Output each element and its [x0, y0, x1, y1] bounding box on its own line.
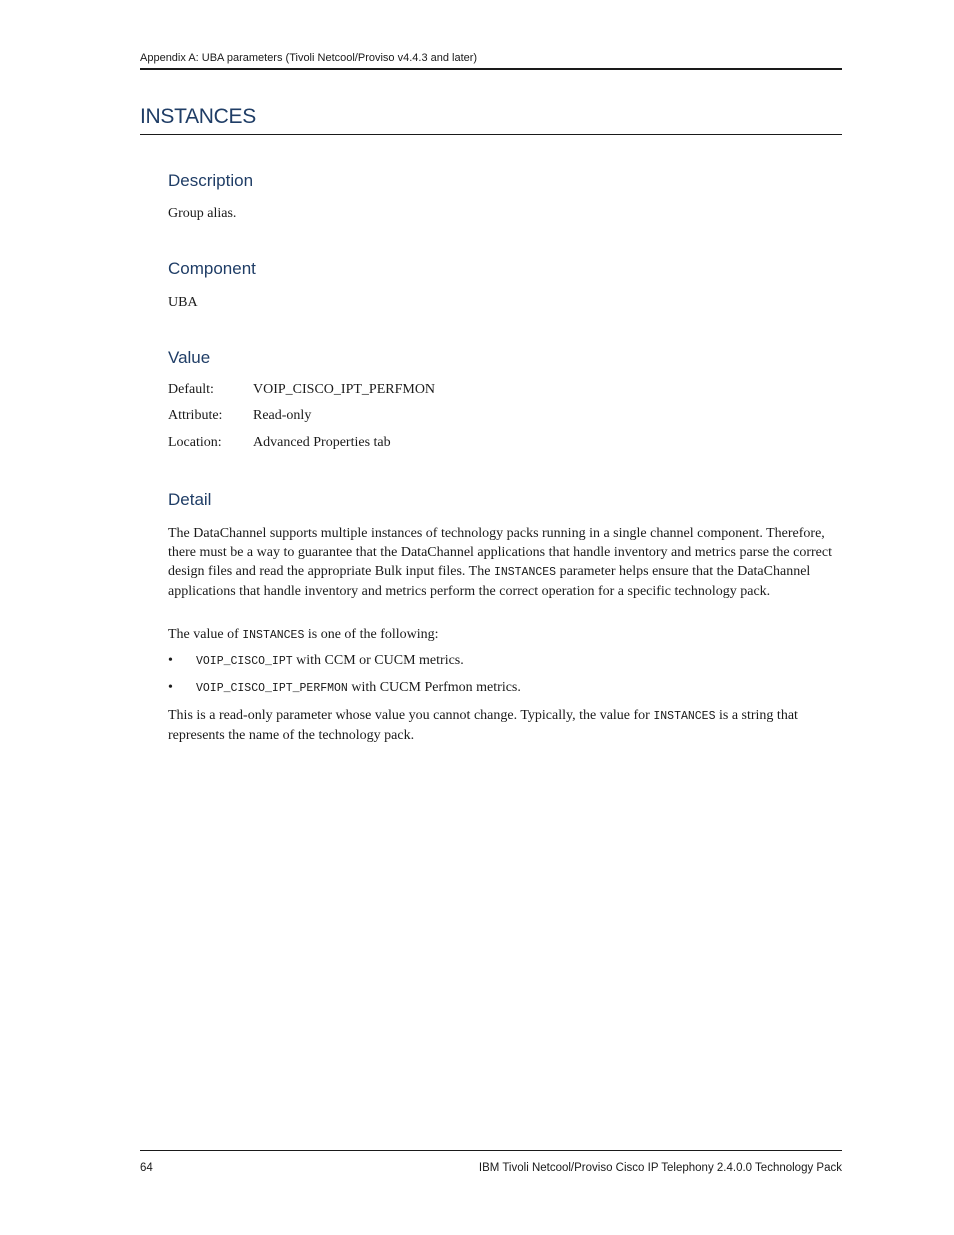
- value-value: Read-only: [253, 408, 312, 423]
- section-rule: [140, 134, 842, 135]
- header-rule: [140, 68, 842, 70]
- value-label: Default:: [168, 382, 214, 397]
- detail-heading: Detail: [168, 490, 212, 509]
- component-text: UBA: [168, 295, 198, 310]
- inline-code: INSTANCES: [653, 710, 716, 723]
- section-title: INSTANCES: [140, 105, 256, 128]
- value-value: Advanced Properties tab: [253, 435, 391, 450]
- detail-paragraph-2: [168, 625, 842, 645]
- bullet-item: [196, 680, 521, 696]
- footer-rule: [140, 1150, 842, 1151]
- bullet-marker: •: [168, 680, 173, 695]
- component-heading: Component: [168, 259, 256, 278]
- inline-code: INSTANCES: [242, 629, 305, 642]
- paragraph-text: is one of the following:: [304, 627, 439, 642]
- inline-code: VOIP_CISCO_IPT: [196, 655, 293, 668]
- running-header: Appendix A: UBA parameters (Tivoli Netcool/Proviso v4.4.3 and later): [140, 52, 478, 64]
- footer-book-title: IBM Tivoli Netcool/Proviso Cisco IP Telephony 2.4.0.0 Technology Pack: [478, 1162, 842, 1174]
- bullet-text: with CUCM Perfmon metrics.: [347, 680, 521, 695]
- description-text: Group alias.: [168, 206, 237, 221]
- inline-code: INSTANCES: [493, 566, 557, 579]
- detail-paragraph-1: [168, 524, 842, 601]
- value-value: VOIP_CISCO_IPT_PERFMON: [253, 382, 436, 397]
- bullet-text: with CCM or CUCM metrics.: [292, 653, 464, 668]
- paragraph-text: The DataChannel supports multiple instances of technology packs running in a single channel component. Therefore, there must be a way to guarantee that the DataChannel applications that handle inventory and metrics parse the correct design files and read the appropriate Bulk input files. The: [168, 526, 832, 579]
- paragraph-text: is a string that represents the name of the technology pack.: [168, 708, 798, 743]
- paragraph-text: parameter helps ensure that the DataChannel applications that handle inventory and metrics perform the correct operation for a specific technology pack.: [168, 564, 811, 599]
- description-heading: Description: [168, 171, 254, 190]
- value-label: Location:: [168, 435, 222, 450]
- value-label: Attribute:: [168, 408, 223, 423]
- bullet-item: [196, 653, 464, 669]
- inline-code: VOIP_CISCO_IPT_PERFMON: [196, 682, 348, 695]
- paragraph-text: This is a read-only parameter whose value you cannot change. Typically, the value for: [168, 708, 654, 723]
- bullet-marker: •: [168, 653, 173, 668]
- value-heading: Value: [168, 348, 211, 367]
- page-number: 64: [140, 1162, 153, 1174]
- paragraph-text: The value of: [168, 627, 243, 642]
- detail-paragraph-3: [168, 706, 842, 745]
